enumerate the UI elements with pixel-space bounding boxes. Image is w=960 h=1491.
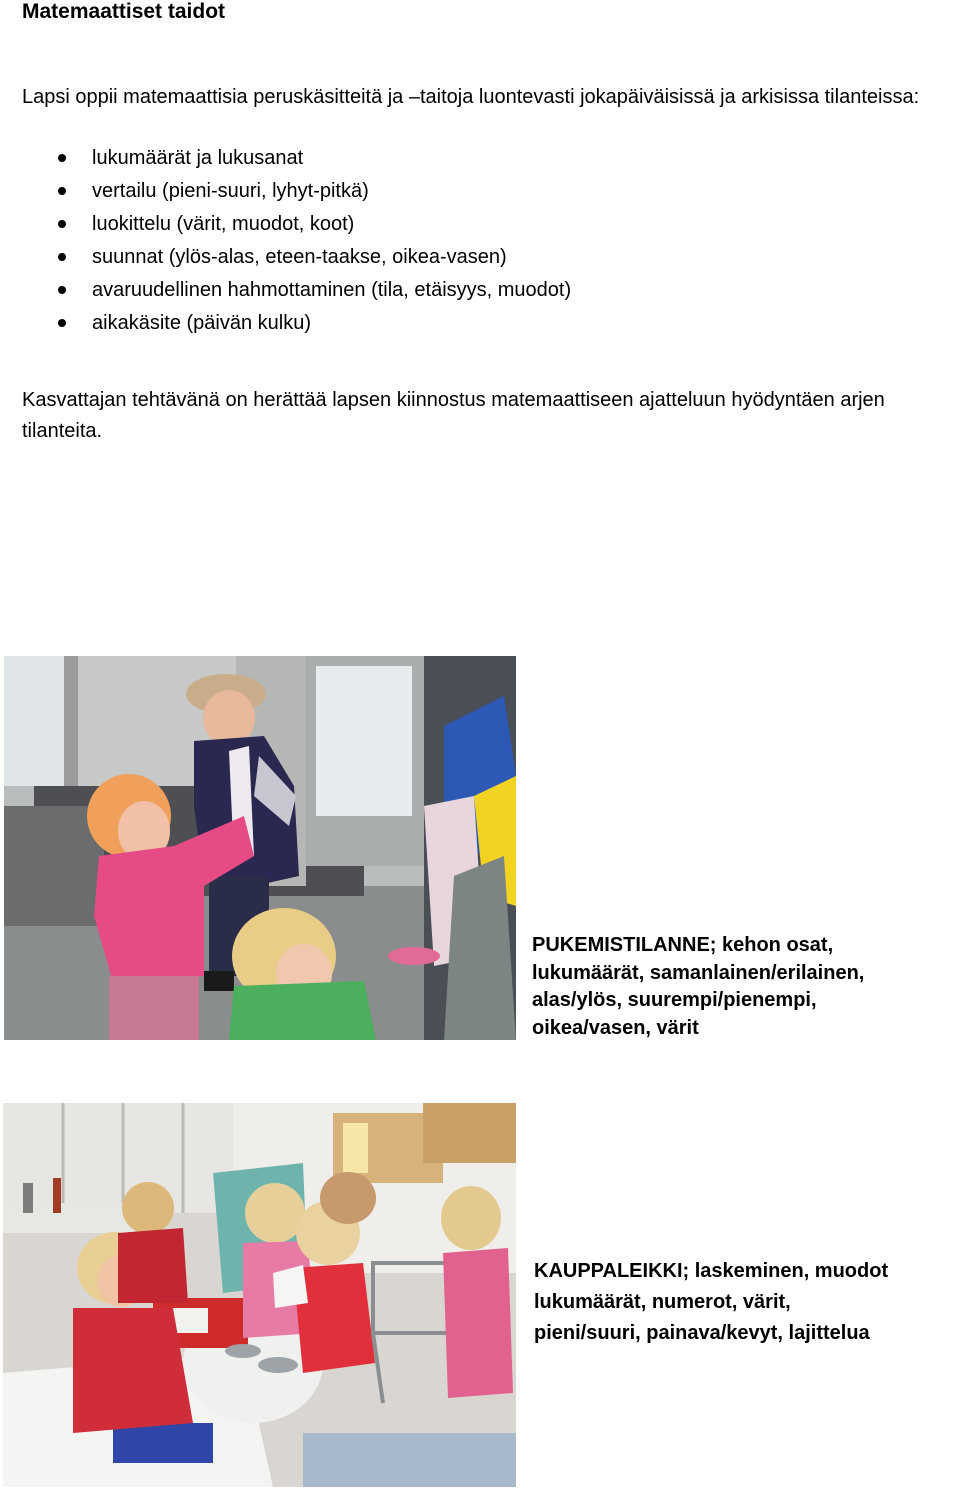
list-item (22, 176, 571, 209)
shop-play-photo-illustration (3, 1103, 516, 1487)
bullet-icon (58, 286, 66, 294)
list-item-text: suunnat (ylös-alas, eteen-taakse, oikea-vasen) (92, 246, 507, 268)
caption-line: lukumäärät, samanlainen/erilainen, (532, 961, 865, 984)
list-item (22, 242, 571, 275)
skills-list (22, 143, 571, 341)
list-item (22, 275, 571, 308)
shop-play-photo (3, 1103, 516, 1487)
caption-line: lukumäärät, numerot, värit, (534, 1291, 791, 1313)
caption-line: KAUPPALEIKKI; laskeminen, muodot (534, 1260, 889, 1282)
list-item-text: avaruudellinen hahmottaminen (tila, etäisyys, muodot) (92, 279, 572, 301)
educator-task-paragraph: Kasvattajan tehtävänä on herättää lapsen kiinnostus matemaattiseen ajatteluun hyödyntäen arjen tilanteita. (22, 389, 885, 442)
list-item (22, 209, 571, 242)
bullet-icon (58, 253, 66, 261)
list-item-text: lukumäärät ja lukusanat (92, 147, 304, 169)
caption-line: pieni/suuri, painava/kevyt, lajittelua (534, 1322, 870, 1344)
intro-paragraph: Lapsi oppii matemaattisia peruskäsitteitä ja –taitoja luontevasti jokapäiväisissä ja arkisissa tilanteissa: (22, 86, 920, 108)
page-title: Matemaattiset taidot (22, 0, 226, 23)
bullet-icon (58, 319, 66, 327)
list-item (22, 308, 571, 341)
list-item-text: luokittelu (värit, muodot, koot) (92, 213, 355, 235)
dressing-photo (4, 656, 516, 1040)
caption-line: oikea/vasen, värit (532, 1016, 699, 1039)
dressing-caption (532, 932, 952, 1042)
caption-line: alas/ylös, suurempi/pienempi, (532, 989, 817, 1011)
list-item-text: aikakäsite (päivän kulku) (92, 312, 311, 334)
caption-line: PUKEMISTILANNE; kehon osat, (532, 934, 834, 956)
bullet-icon (58, 154, 66, 162)
shop-play-caption (534, 1256, 956, 1349)
bullet-icon (58, 220, 66, 228)
dressing-photo-illustration (4, 656, 516, 1040)
list-item (22, 143, 571, 176)
bullet-icon (58, 187, 66, 195)
list-item-text: vertailu (pieni-suuri, lyhyt-pitkä) (92, 180, 369, 202)
